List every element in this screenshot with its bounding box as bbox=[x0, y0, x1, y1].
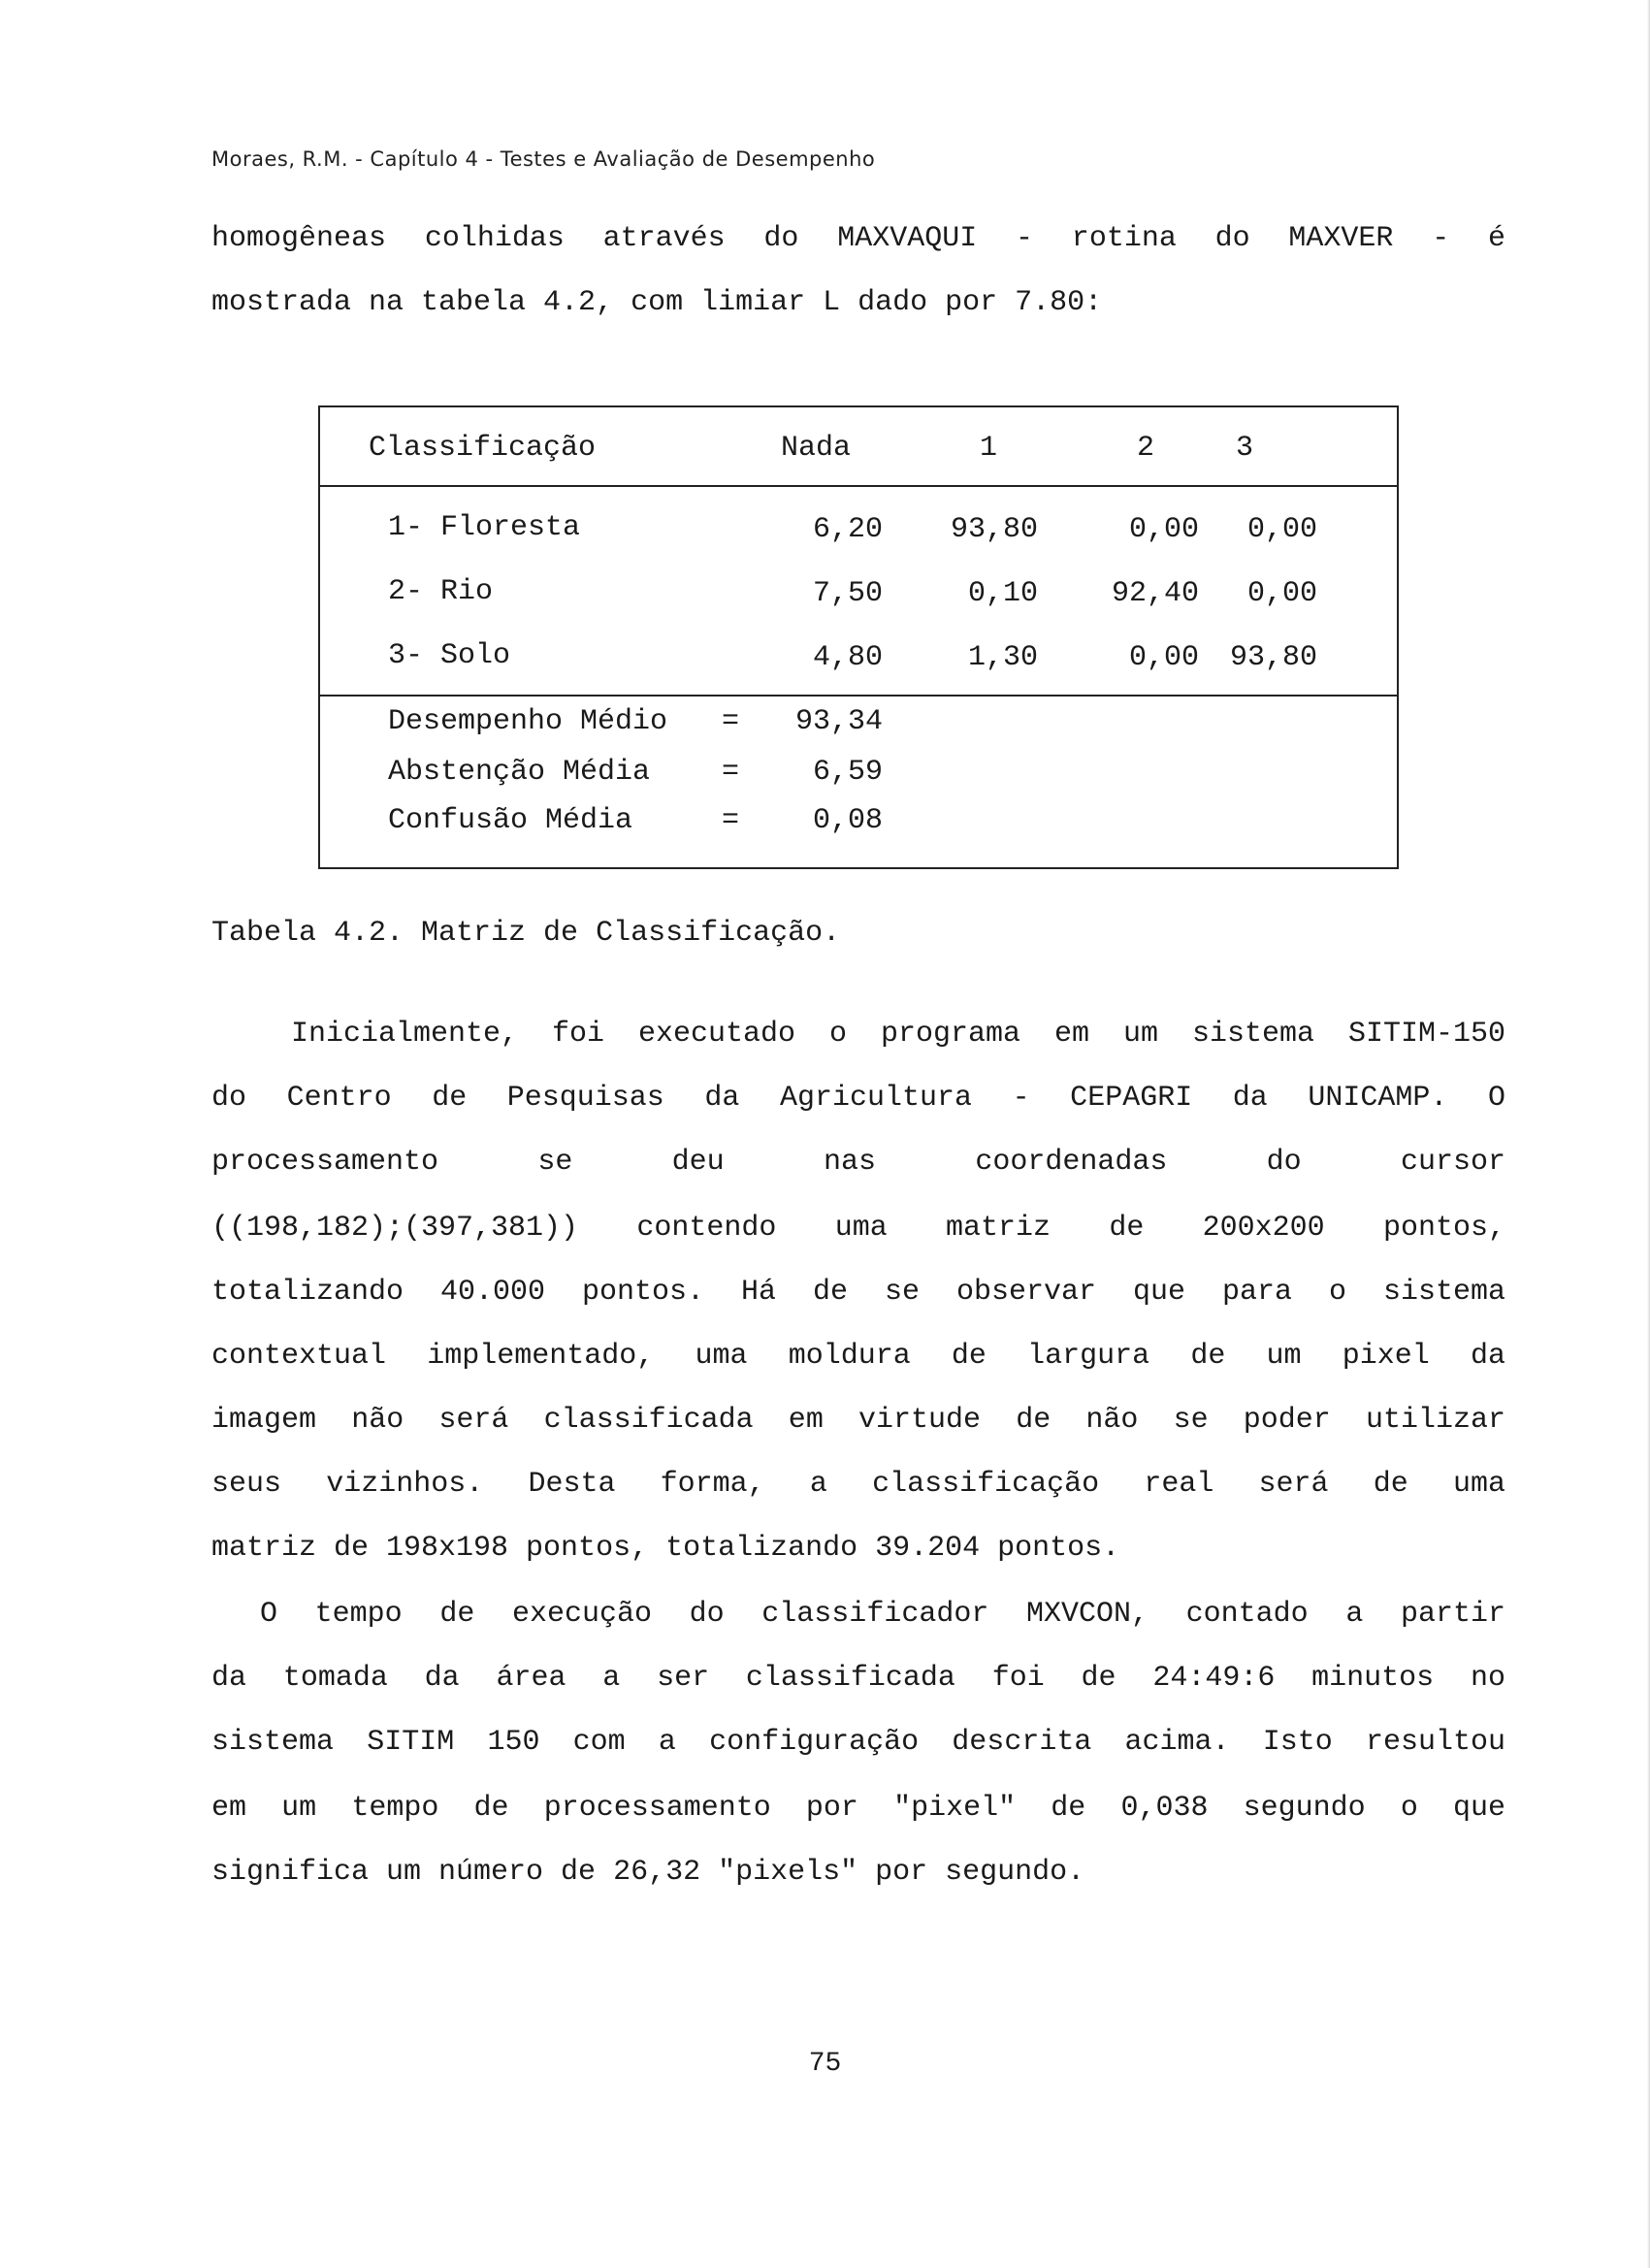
text-line: matriz de 198x198 pontos, totalizando 39.204 pontos. bbox=[211, 1532, 1120, 1565]
text-line: da tomada da área a ser classificada foi de 24:49:6 minutos no bbox=[211, 1662, 1505, 1695]
table-cell: 1,30 bbox=[967, 641, 1038, 674]
text-line: do Centro de Pesquisas da Agricultura - CEPAGRI da UNICAMP. O bbox=[211, 1082, 1505, 1115]
summary-value: 0,08 bbox=[812, 804, 883, 837]
text-line: totalizando 40.000 pontos. Há de se observar que para o sistema bbox=[211, 1276, 1505, 1309]
table-cell: 0,10 bbox=[967, 577, 1038, 610]
summary-label: Confusão Média bbox=[388, 804, 633, 837]
summary-equals: = bbox=[722, 756, 740, 789]
summary-equals: = bbox=[722, 804, 740, 837]
table-cell: 0,00 bbox=[1128, 641, 1199, 674]
summary-equals: = bbox=[722, 705, 740, 738]
table-row-label: 2- Rio bbox=[388, 575, 494, 608]
table-header-nada: Nada bbox=[781, 432, 852, 465]
table-cell: 93,80 bbox=[950, 513, 1038, 546]
table-header-class-1: 1 bbox=[980, 432, 998, 465]
text-line: significa um número de 26,32 "pixels" por segundo. bbox=[211, 1856, 1085, 1889]
table-cell: 6,20 bbox=[812, 513, 883, 546]
table-row-label: 3- Solo bbox=[388, 639, 511, 672]
table-cell: 7,50 bbox=[812, 577, 883, 610]
text-line: processamento se deu nas coordenadas do cursor bbox=[211, 1146, 1505, 1179]
summary-value: 6,59 bbox=[812, 756, 883, 789]
page-number: 75 bbox=[808, 2049, 842, 2079]
text-line: Inicialmente, foi executado o programa em um sistema SITIM-150 bbox=[291, 1018, 1505, 1051]
table-cell: 0,00 bbox=[1246, 513, 1317, 546]
table-caption: Tabela 4.2. Matriz de Classificação. bbox=[211, 917, 841, 950]
classification-table bbox=[318, 405, 1399, 869]
table-row-label: 1- Floresta bbox=[388, 511, 581, 544]
table-header-class-2: 2 bbox=[1137, 432, 1155, 465]
table-header-classificacao: Classificação bbox=[369, 432, 597, 465]
text-line: imagem não será classificada em virtude de não se poder utilizar bbox=[211, 1404, 1505, 1437]
text-line: ((198,182);(397,381)) contendo uma matriz de 200x200 pontos, bbox=[211, 1212, 1505, 1245]
table-cell: 93,80 bbox=[1229, 641, 1317, 674]
table-cell: 0,00 bbox=[1246, 577, 1317, 610]
summary-label: Abstenção Média bbox=[388, 756, 651, 789]
summary-label: Desempenho Médio bbox=[388, 705, 668, 738]
table-cell: 4,80 bbox=[812, 641, 883, 674]
text-line: mostrada na tabela 4.2, com limiar L dado por 7.80: bbox=[211, 286, 1103, 319]
table-cell: 92,40 bbox=[1111, 577, 1199, 610]
text-line: contextual implementado, uma moldura de largura de um pixel da bbox=[211, 1340, 1505, 1373]
text-line: em um tempo de processamento por "pixel" de 0,038 segundo o que bbox=[211, 1792, 1505, 1825]
summary-value: 93,34 bbox=[794, 705, 883, 738]
text-line: seus vizinhos. Desta forma, a classificação real será de uma bbox=[211, 1468, 1505, 1501]
table-header-divider bbox=[320, 485, 1397, 487]
text-line: homogêneas colhidas através do MAXVAQUI - rotina do MAXVER - é bbox=[211, 222, 1505, 255]
table-header-class-3: 3 bbox=[1236, 432, 1254, 465]
table-cell: 0,00 bbox=[1128, 513, 1199, 546]
table-summary-divider bbox=[320, 695, 1397, 697]
text-line: O tempo de execução do classificador MXVCON, contado a partir bbox=[260, 1598, 1505, 1631]
running-header: Moraes, R.M. - Capítulo 4 - Testes e Avaliação de Desempenho bbox=[211, 147, 876, 171]
text-line: sistema SITIM 150 com a configuração descrita acima. Isto resultou bbox=[211, 1726, 1505, 1759]
